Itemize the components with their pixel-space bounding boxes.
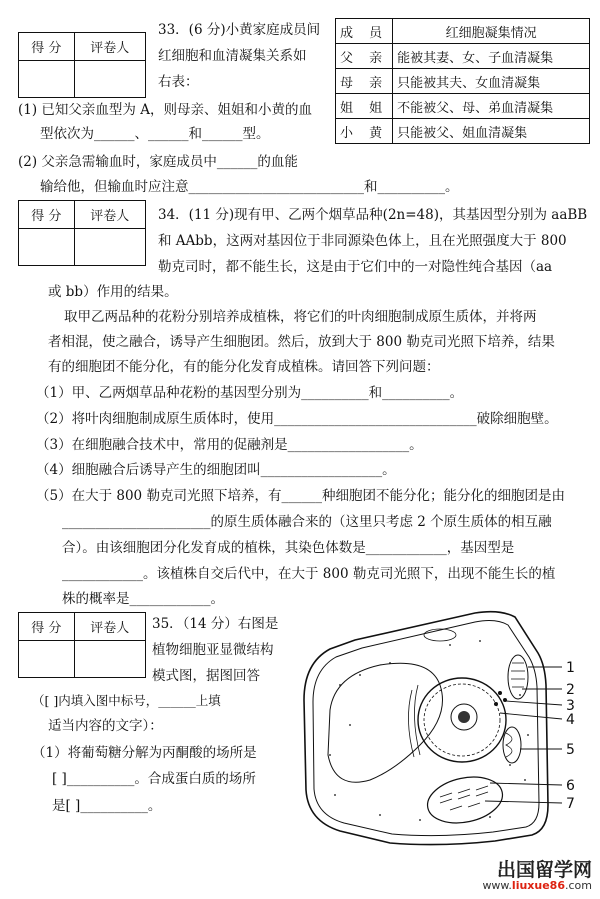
q35-line-4: （[ ]内填入图中标号，______上填 bbox=[32, 693, 221, 708]
site-watermark bbox=[450, 855, 598, 897]
table-cell: 只能被父、姐血清凝集 bbox=[393, 119, 590, 144]
cell-wall-outer bbox=[304, 612, 548, 845]
q33-header-3: 右表： bbox=[158, 74, 199, 90]
plant-cell-diagram bbox=[300, 605, 590, 850]
score-label: 得 分 bbox=[19, 201, 75, 229]
diagram-label: 3 bbox=[566, 698, 575, 714]
q35-line-5: 适当内容的文字）： bbox=[48, 718, 163, 734]
table-cell: 不能被父、母、弟血清凝集 bbox=[393, 94, 590, 119]
score-label: 得 分 bbox=[19, 33, 75, 61]
q34-line-8: （1）甲、乙两烟草品种花粉的基因型分别为__________和__________。 bbox=[36, 385, 464, 401]
diagram-label: 4 bbox=[566, 712, 575, 728]
table-cell: 小 黄 bbox=[336, 119, 393, 144]
q34-line-7: 有的细胞团不能分化，有的能分化发育成植株。请回答下列问题： bbox=[48, 359, 440, 375]
q35-line-1: 35．（14 分）右图是 bbox=[152, 616, 279, 632]
chloroplast bbox=[423, 771, 506, 830]
q33-header-2: 红细胞和血清凝集关系如 bbox=[158, 48, 307, 64]
watermark-url: www.liuxue86.com bbox=[482, 879, 592, 892]
reviewer-label: 评卷人 bbox=[74, 33, 145, 61]
q34-line-6: 者相混，使之融合，诱导产生细胞团。然后，放到大于 800 勒克司光照下培养，结果 bbox=[48, 334, 555, 350]
q34-line-11: （4）细胞融合后诱导产生的细胞团叫__________________。 bbox=[36, 462, 396, 478]
vacuole bbox=[328, 663, 443, 782]
q35-line-6: （1）将葡萄糖分解为丙酮酸的场所是 bbox=[32, 745, 257, 761]
chloroplast-top bbox=[508, 655, 528, 699]
q33-header-1: 33．(6 分)小黄家庭成员间 bbox=[158, 22, 321, 38]
score-box-q33 bbox=[18, 32, 146, 98]
q35-line-8: 是[ ]__________。 bbox=[52, 798, 162, 814]
score-box-q35 bbox=[18, 612, 146, 678]
table-header: 成 员 bbox=[336, 19, 393, 44]
q34-line-4: 或 bb）作用的结果。 bbox=[48, 284, 178, 300]
q34-line-10: （3）在细胞融合技术中，常用的促融剂是__________________。 bbox=[36, 437, 423, 453]
table-header: 红细胞凝集情况 bbox=[393, 19, 590, 44]
q35-line-2: 植物细胞亚显微结构 bbox=[152, 642, 274, 658]
q33-sub2-line2: 输给他，但输血时应注意__________________________和__________。 bbox=[40, 179, 459, 195]
table-cell: 母 亲 bbox=[336, 69, 393, 94]
score-box-q34 bbox=[18, 200, 146, 266]
q34-line-14: 合）。由该细胞团分化发育成的植株，其染色体数是____________，基因型是 bbox=[62, 540, 515, 556]
table-cell: 姐 姐 bbox=[336, 94, 393, 119]
q35-line-3: 模式图，据图回答 bbox=[152, 668, 260, 684]
diagram-label: 6 bbox=[566, 778, 575, 794]
q35-line-7: [ ]__________。合成蛋白质的场所 bbox=[52, 771, 256, 787]
table-cell: 只能被其夫、女血清凝集 bbox=[393, 69, 590, 94]
diagram-label: 5 bbox=[566, 742, 575, 758]
q34-line-3: 勒克司时，都不能生长，这是由于它们中的一对隐性纯合基因（aa bbox=[158, 259, 553, 275]
q33-sub2-line1: (2) 父亲急需输血时，家庭成员中______的血能 bbox=[18, 154, 298, 170]
watermark-site-name: 出国留学网 bbox=[496, 859, 592, 881]
q34-line-9: （2）将叶肉细胞制成原生质体时，使用______________________________破除细胞壁。 bbox=[36, 411, 558, 427]
reviewer-label: 评卷人 bbox=[74, 613, 145, 641]
diagram-label: 2 bbox=[566, 682, 575, 698]
q33-sub1-line1: (1) 已知父亲血型为 A，则母亲、姐姐和小黄的血 bbox=[18, 102, 312, 118]
diagram-label: 7 bbox=[566, 796, 575, 812]
agglutination-table bbox=[335, 18, 590, 144]
table-cell: 父 亲 bbox=[336, 44, 393, 69]
q34-line-15: ____________。该植株自交后代中，在大于 800 勒克司光照下，出现不能生长的植 bbox=[62, 566, 556, 582]
q33-sub1-line2: 型依次为______、______和______型。 bbox=[40, 126, 270, 142]
diagram-label: 1 bbox=[566, 660, 575, 676]
q34-line-16: 株的概率是____________。 bbox=[62, 591, 224, 607]
q34-line-1: 34．(11 分)现有甲、乙两个烟草品种(2n=48)，其基因型分别为 aaBB bbox=[158, 207, 588, 223]
reviewer-label: 评卷人 bbox=[74, 201, 145, 229]
q34-line-5: 取甲乙两品种的花粉分别培养成植株，将它们的叶肉细胞制成原生质体，并将两 bbox=[64, 309, 537, 325]
q34-line-12: （5）在大于 800 勒克司光照下培养，有______种细胞团不能分化；能分化的细胞团是由 bbox=[36, 488, 565, 504]
q34-line-13: ______________________的原生质体融合来的（这里只考虑 2 个原生质体的相互融 bbox=[62, 514, 552, 530]
q34-line-2: 和 AAbb，这两对基因位于非同源染色体上，且在光照强度大于 800 bbox=[158, 233, 567, 249]
table-cell: 能被其妻、女、子血清凝集 bbox=[393, 44, 590, 69]
score-label: 得 分 bbox=[19, 613, 75, 641]
